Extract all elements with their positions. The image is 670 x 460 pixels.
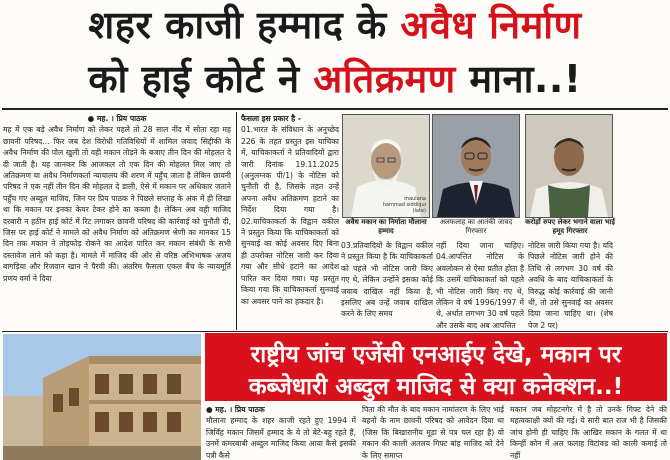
photo-disputed-building: [3, 334, 201, 460]
headline-line-2: [0, 52, 670, 106]
section-rule: [2, 331, 668, 332]
story1-body: 03.प्रतिवादियों के विद्वान वकील ने प्रस्तुत किया है कि याचिकाकर्ता को पहले भी नोटिस जारी किए गए थे, लेकिन उन्होंने इसका कोई जवाब दाखिल नहीं किया है, इसलिए अब उन्हें जवाब दाखिल करने के लिए समय: [341, 241, 433, 319]
photo-maulana-hammad: [342, 114, 430, 218]
photo-caption: करोड़ों रुपए लेकर भगाने वाला भाई हमूद गिरफ्तार: [525, 218, 615, 235]
banner-line-2: कब्जेधारी अब्दुल माजिद से क्या कनेक्शन..!: [248, 374, 624, 400]
headline-text: माना..!: [455, 57, 582, 101]
story2-body: पिता की मौत के बाद मकान नामांतरण के लिए भाई बहनों के नाम छावनी परिषद को आवेदन दिया था (जिस कि बिखारानीय मूडा से पत्र चल रहा है) वो मकान की काली अतलय गिफ्ट बांह माजिद को देने के लिए समाप्त: [362, 405, 504, 460]
building-illustration: [3, 334, 201, 460]
story1-body: नोटिस जारी किया गया है। यदि पिछले नोटिस जारी होने की तिथि से लगभग 30 वर्ष की अवधि के बाद याचिकाकर्ता के विरुद्ध कोई कार्रवाई की जानी थी, तो उसे सुनवाई का अवसर दिया जाना चाहिए था। (शेष पेज 2 पर): [528, 241, 613, 330]
story2-body: मकान जब मोहटनगेर में है तो उनके गिफ्ट देने की महत्वकाक्षी क्यों की गई। ये सारी बात राज भी है जिसकी जांच होनी ही चाहिए कि आखिर मकान के गलत में था किन्हीं कोन में अल फलाह विटांक्ड को काली कमाई तो नहीं: [510, 405, 667, 460]
portrait-illustration: [433, 115, 519, 217]
ruling-heading: फैसला इस प्रकार है -: [241, 114, 301, 123]
story1-body: 01.भारत के संविधान के अनुच्छेद 226 के तहत प्रस्तुत इस याचिका में, याचिकाकर्ता ने प्रतिवादियों द्वारा जारी दिनांक 19.11.2025 (अनुलग्नक पी/1) के नोटिस को चुनौती दी है, जिसके तहत उन्हें अपना अवैध अतिक्रमण हटाने का निर्देश दिया गया है। 02.याचिकाकर्ता के विद्वान वकील ने प्रस्तुत किया कि याचिकाकर्ता को सुनवाई का कोई अवसर दिए बिना ही उपरोक्त नोटिस जारी कर दिया गया और सीधे हटाने का आदेश पारित कर दिया गया। यह प्रस्तुत किया गया कि याचिकाकर्ता सुनवाई का अवसर पाने का हकदार है।: [241, 125, 339, 306]
headline-rule: [2, 108, 668, 110]
story1-body: नहीं दिया जाना चाहिए। 04.आपत्तित नोटिस के अवलोकन से ऐसा प्रतीत होता है कि उसमें याचिकाकर्ता को पहले भी नोटिस जारी किए गए थे, लेकिन वे वर्ष 1996/1997 में थे, अर्थात लगभग 30 वर्ष पहले और उसके बाद अब आपत्तित: [436, 241, 524, 330]
headline-text: को हाई कोर्ट ने: [88, 57, 314, 101]
photo-inset-caption: maulana hammad siddiqui (late): [382, 196, 426, 214]
photo-arrested-accused: [432, 114, 520, 218]
story1-column-4: [436, 240, 524, 330]
story2-byline: ● मह. । प्रिय पाठक: [206, 405, 265, 414]
story2-column-1: [206, 404, 356, 460]
story2-body: मौलाना हम्माद के शहर काजी रहते हुए 1994 में जिर्विह मकान जिसमें हम्माद के ये तो बेटे-बहु रहते हैं, उनमें कमरबाबी अब्दुल माजिद किया आया कैसे इसकी पत्री कैसे: [206, 416, 356, 460]
story1-byline: ● मह. । प्रिय पाठक: [87, 114, 147, 123]
highlight-banner: [205, 333, 667, 401]
story2-column-3: [510, 404, 667, 460]
banner-line-1: राष्ट्रीय जांच एजेंसी एनआईए देखे, मकान पर: [250, 342, 622, 368]
story1-column-3: [341, 240, 433, 330]
headline-text: शहर काजी हम्माद के: [88, 3, 401, 47]
story1-column-2: [241, 113, 339, 329]
story1-column-1: [3, 113, 231, 329]
portrait-illustration: [526, 115, 612, 217]
photo-caption: अलफलाह का आतंकी जावद गिरफ्तार: [439, 218, 513, 235]
headline-line-1: [0, 2, 670, 48]
headline-highlight: अवैध निर्माण: [400, 3, 582, 47]
headline-highlight: अतिक्रमण: [313, 57, 456, 101]
story1-column-5: [528, 240, 613, 330]
photo-caption: अवैध मकान का निर्माता मौलाना हम्माद: [345, 218, 427, 235]
column-divider: [236, 112, 237, 330]
story2-column-2: [362, 404, 504, 460]
story1-body: मह में एक बड़े अवैध निर्माण को लेकर पहले तो 28 साल नींद में सोता रहा मह छावनी परिषद... फिर जब देश विरोधी गतिविधियों में शामिल जवाद सिद्दीकी के अवैध निर्माण की पोल खुली तो वही मकान तोड़ने के बजाए तीन दिन की मोहलत दे दी जाती है। यह जानकर कि आजकल तो एक दिन की मोहलत मिल जाए तो अतिक्रमण या अवैध निर्माणकर्ता न्यायालय की शरण में पहुँच जाता है लेकिन छावनी परिषद ने एक नहीं तीन दिन की मोहलत दे डाली, ऐसे में मकान पर अधिकार जताने पहुँच गए अब्दुल माजिद, जिन पर प्रिय पाठक ने पिछले सप्ताह के अंक में ही लिखा था कि मकान पर इनका केयर टेकर होने का कब्जा है। लेकिन अब वही माजिद दरबारी न हठीन हाई कोर्ट में रिट लगाकर छावनी परिषद की कार्रवाई को चुनौती दी, जिस पर हाई कोर्ट ने मामले को अवैध निर्माण को अतिक्रमण श्रेणी का मानकर 15 दिन तक मकान ने तोड़फोड़ रोकने का आदेश पारित कर मकान संबंधी के सभी दस्तावेज लाने को कहा है। मामले में माजिद की ओर से वरिष्ठ अभिभाषक अजय बागड़िया और रिजवान खान ने पैरवी की। अंतरिम फैसला एकल बैंच के न्यायमूर्ति प्रणय वर्मा ने दिया: [3, 125, 231, 283]
photo-arrested-brother: [525, 114, 613, 218]
